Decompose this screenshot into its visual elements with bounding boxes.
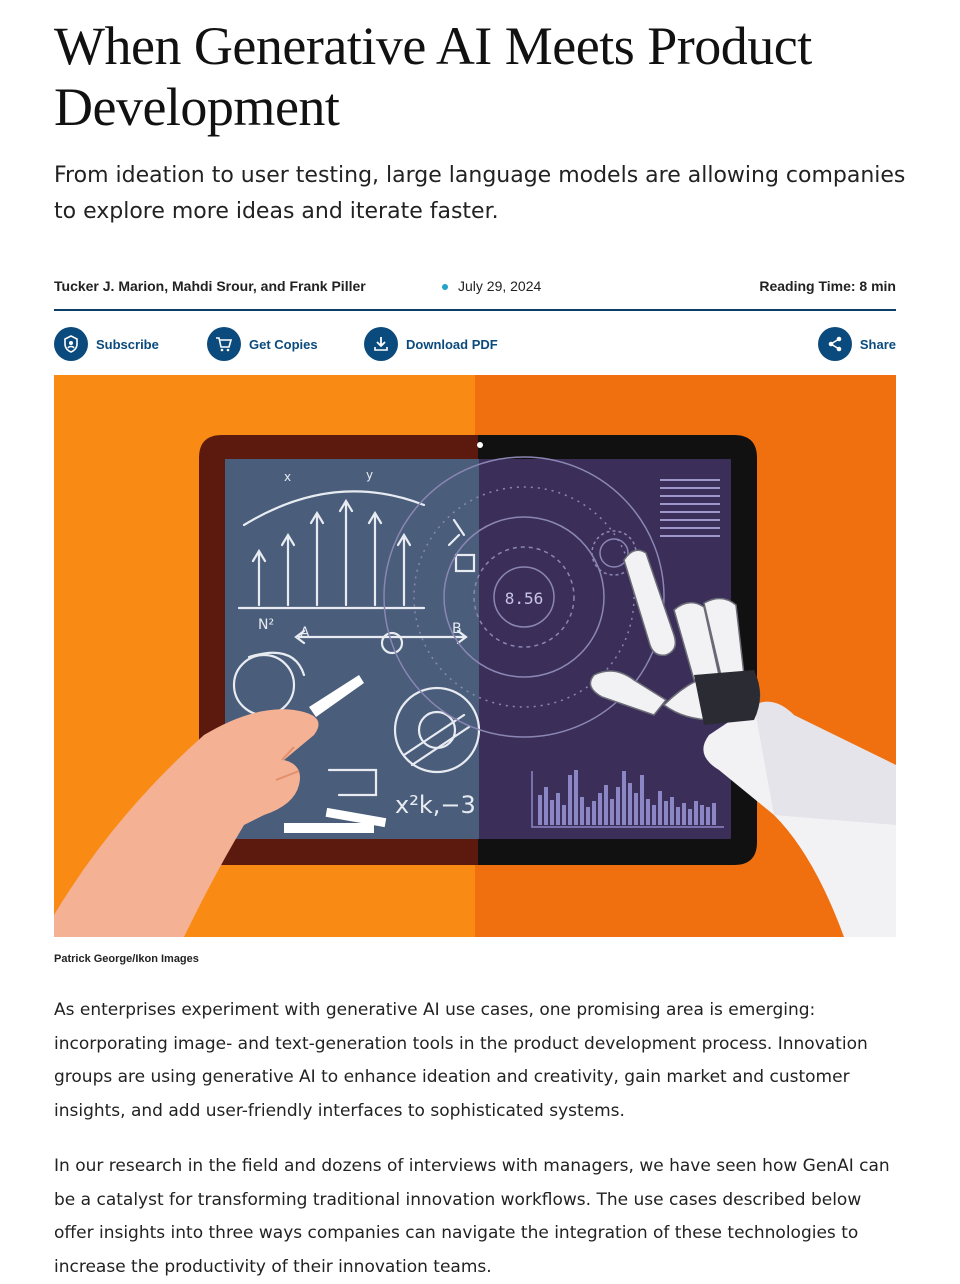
share-button[interactable] bbox=[818, 326, 896, 362]
chalk-label-y: y bbox=[366, 468, 374, 482]
cart-icon bbox=[207, 327, 241, 361]
share-label: Share bbox=[859, 336, 896, 352]
byline bbox=[54, 274, 896, 298]
hero-illustration bbox=[54, 375, 896, 937]
publish-date: July 29, 2024 bbox=[458, 278, 542, 294]
download-pdf-button[interactable] bbox=[364, 326, 498, 362]
byline-authors[interactable]: Tucker J. Marion, Mahdi Srour, and Frank Piller bbox=[54, 278, 366, 294]
byline-divider bbox=[54, 309, 896, 311]
get-copies-button[interactable] bbox=[207, 326, 318, 362]
subscribe-icon bbox=[54, 327, 88, 361]
article-actions bbox=[54, 326, 896, 362]
reading-time: Reading Time: 8 min bbox=[759, 278, 896, 294]
get-copies-label: Get Copies bbox=[249, 336, 318, 352]
download-icon bbox=[364, 327, 398, 361]
chalk-label-a: A bbox=[300, 625, 310, 641]
chalk-label-x: x bbox=[284, 470, 292, 484]
chalk-label-n2: N² bbox=[258, 617, 275, 633]
chalk-formula: x²k,−3 bbox=[395, 791, 476, 819]
dial-value: 8.56 bbox=[504, 589, 544, 608]
download-pdf-label: Download PDF bbox=[406, 336, 498, 352]
body-paragraph-2: In our research in the field and dozens of interviews with managers, we have seen how GenAI can be a catalyst for transforming traditional innovation workflows. The use cases described below offer insights into three ways companies can navigate the integration of these technologies to increase the productivity of their innovation teams. bbox=[54, 1156, 890, 1277]
article-title: When Generative AI Meets Product Development bbox=[54, 16, 812, 137]
body-paragraph-1: As enterprises experiment with generative AI use cases, one promising area is emerging: incorporating image- and text-generation tools in the product development process. Innovation groups are using generative AI to enhance ideation and creativity, gain market and customer insights, and add user-friendly interfaces to sophisticated systems. bbox=[54, 1000, 868, 1121]
subscribe-label: Subscribe bbox=[96, 336, 159, 352]
image-credit: Patrick George/Ikon Images bbox=[54, 953, 199, 965]
article-dek: From ideation to user testing, large language models are allowing companies to explore more ideas and iterate faster. bbox=[54, 163, 906, 224]
chalk-label-b: B bbox=[452, 621, 462, 637]
share-icon bbox=[818, 327, 852, 361]
byline-separator-dot bbox=[442, 284, 448, 290]
subscribe-button[interactable] bbox=[54, 326, 159, 362]
